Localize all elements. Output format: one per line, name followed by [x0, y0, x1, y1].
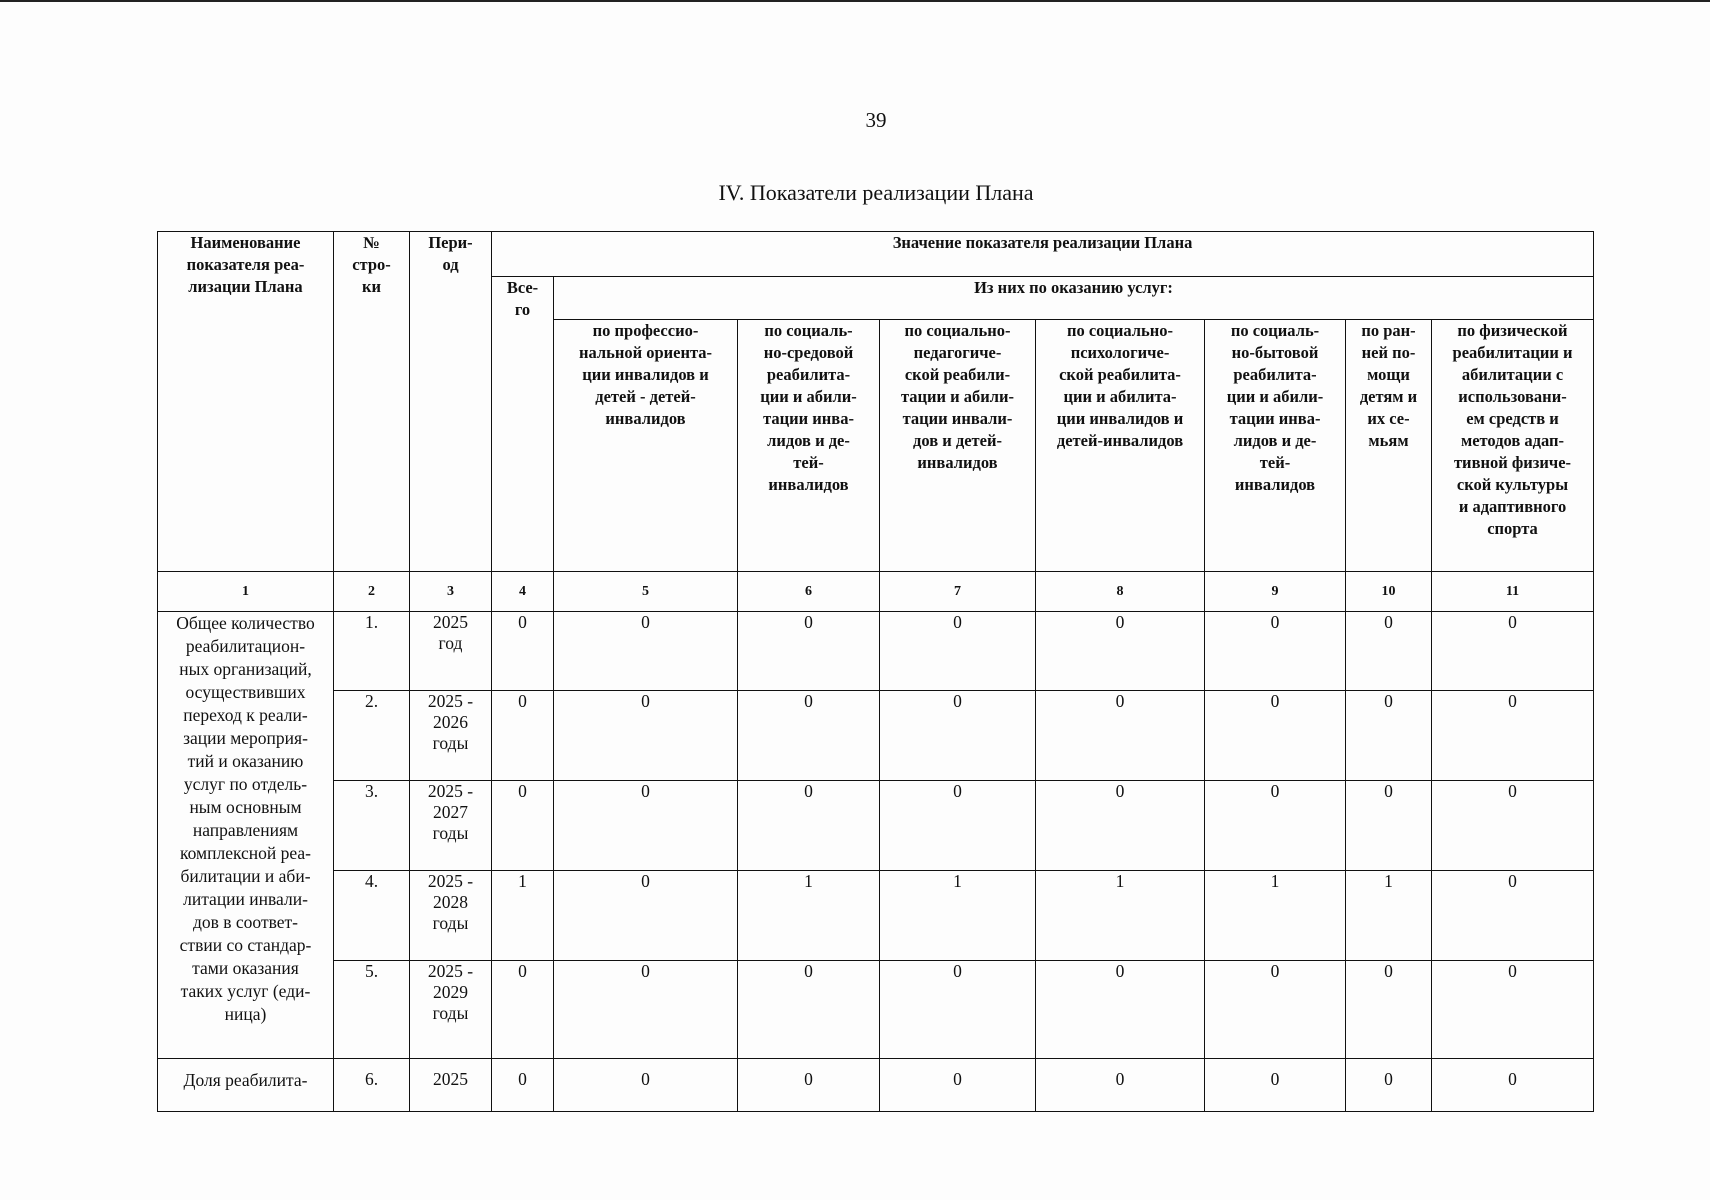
value-cell: 0 — [554, 961, 738, 1059]
row-number: 6. — [334, 1059, 410, 1112]
column-number: 9 — [1205, 572, 1346, 612]
indicator-label: Доля реабилита- — [158, 1059, 334, 1112]
value-cell: 1 — [1346, 871, 1432, 961]
value-cell: 0 — [554, 612, 738, 691]
value-cell: 0 — [554, 871, 738, 961]
column-number: 10 — [1346, 572, 1432, 612]
value-cell: 0 — [738, 612, 880, 691]
column-number-row — [158, 572, 1594, 612]
value-total: 1 — [492, 871, 554, 961]
value-cell: 0 — [1346, 781, 1432, 871]
value-cell: 0 — [1036, 1059, 1205, 1112]
scan-edge-line — [0, 0, 1710, 2]
value-cell: 0 — [1036, 781, 1205, 871]
header-service-social-household: по социаль- но-бытовой реабилита- ции и абили- тации инва- лидов и де- тей- инвалидов — [1205, 320, 1346, 572]
value-cell: 0 — [1432, 612, 1594, 691]
value-cell: 0 — [1205, 781, 1346, 871]
row-period: 2025 - 2026 годы — [410, 691, 492, 781]
value-cell: 0 — [738, 781, 880, 871]
table-row — [158, 691, 1594, 781]
column-number: 1 — [158, 572, 334, 612]
value-total: 0 — [492, 1059, 554, 1112]
value-cell: 0 — [1346, 691, 1432, 781]
value-cell: 0 — [880, 1059, 1036, 1112]
table-row — [158, 612, 1594, 691]
header-row-number: № стро- ки — [334, 232, 410, 572]
value-total: 0 — [492, 612, 554, 691]
row-number: 3. — [334, 781, 410, 871]
value-cell: 0 — [880, 961, 1036, 1059]
row-period: 2025 - 2028 годы — [410, 871, 492, 961]
value-cell: 1 — [1036, 871, 1205, 961]
value-cell: 0 — [1205, 691, 1346, 781]
header-service-social-pedagogical: по социально- педагогиче- ской реабили- тации и абили- тации инвали- дов и детей- инвалидов — [880, 320, 1036, 572]
header-total: Все- го — [492, 277, 554, 572]
row-number: 2. — [334, 691, 410, 781]
indicator-label: Общее количество реабилитацион- ных организаций, осуществивших переход к реали- зации мероприя- тий и оказанию услуг по отдель- ным основным направлениям комплексной реа- билитации и аби- литации инвали- дов в соответ- ствии со стандар- тами оказания таких услуг (еди- ница) — [158, 612, 334, 1059]
header-service-social-environmental: по социаль- но-средовой реабилита- ции и абили- тации инва- лидов и де- тей- инвалидов — [738, 320, 880, 572]
value-total: 0 — [492, 961, 554, 1059]
value-total: 0 — [492, 781, 554, 871]
header-service-social-psychological: по социально- психологиче- ской реабилита- ции и абилита- ции инвалидов и детей-инвалидов — [1036, 320, 1205, 572]
header-service-physical: по физической реабилитации и абилитации с использовани- ем средств и методов адап- тивной физиче- ской культуры и адаптивного спорта — [1432, 320, 1594, 572]
value-cell: 0 — [1346, 1059, 1432, 1112]
row-period: 2025 год — [410, 612, 492, 691]
indicators-table — [157, 231, 1594, 1112]
value-cell: 0 — [1346, 612, 1432, 691]
row-number: 5. — [334, 961, 410, 1059]
value-cell: 0 — [1432, 871, 1594, 961]
value-cell: 0 — [1432, 961, 1594, 1059]
section-title: IV. Показатели реализации Плана — [718, 180, 1034, 205]
page-number: 39 — [865, 108, 887, 132]
value-cell: 0 — [1432, 1059, 1594, 1112]
value-cell: 0 — [738, 961, 880, 1059]
value-cell: 1 — [1205, 871, 1346, 961]
value-cell: 0 — [1432, 691, 1594, 781]
column-number: 5 — [554, 572, 738, 612]
row-period: 2025 — [410, 1059, 492, 1112]
value-cell: 1 — [880, 871, 1036, 961]
column-number: 6 — [738, 572, 880, 612]
table-row — [158, 871, 1594, 961]
table-row — [158, 781, 1594, 871]
value-total: 0 — [492, 691, 554, 781]
column-number: 3 — [410, 572, 492, 612]
value-cell: 0 — [1036, 961, 1205, 1059]
value-cell: 0 — [1432, 781, 1594, 871]
value-cell: 0 — [738, 691, 880, 781]
column-number: 2 — [334, 572, 410, 612]
value-cell: 0 — [554, 781, 738, 871]
row-number: 4. — [334, 871, 410, 961]
value-cell: 0 — [1205, 1059, 1346, 1112]
table-row — [158, 1059, 1594, 1112]
value-cell: 0 — [1205, 612, 1346, 691]
row-period: 2025 - 2027 годы — [410, 781, 492, 871]
value-cell: 0 — [1205, 961, 1346, 1059]
value-cell: 0 — [738, 1059, 880, 1112]
value-cell: 0 — [880, 691, 1036, 781]
header-name: Наименование показателя реа- лизации Плана — [158, 232, 334, 572]
column-number: 8 — [1036, 572, 1205, 612]
value-cell: 0 — [1346, 961, 1432, 1059]
header-service-vocational: по профессио- нальной ориента- ции инвалидов и детей - детей- инвалидов — [554, 320, 738, 572]
row-number: 1. — [334, 612, 410, 691]
header-period: Пери- од — [410, 232, 492, 572]
value-cell: 0 — [554, 1059, 738, 1112]
header-value-group: Значение показателя реализации Плана — [492, 232, 1594, 277]
column-number: 7 — [880, 572, 1036, 612]
column-number: 11 — [1432, 572, 1594, 612]
header-of-which: Из них по оказанию услуг: — [554, 277, 1594, 320]
value-cell: 0 — [1036, 612, 1205, 691]
value-cell: 0 — [554, 691, 738, 781]
value-cell: 1 — [738, 871, 880, 961]
table-row — [158, 961, 1594, 1059]
row-period: 2025 - 2029 годы — [410, 961, 492, 1059]
value-cell: 0 — [1036, 691, 1205, 781]
column-number: 4 — [492, 572, 554, 612]
value-cell: 0 — [880, 612, 1036, 691]
value-cell: 0 — [880, 781, 1036, 871]
header-service-early-help: по ран- ней по- мощи детям и их се- мьям — [1346, 320, 1432, 572]
